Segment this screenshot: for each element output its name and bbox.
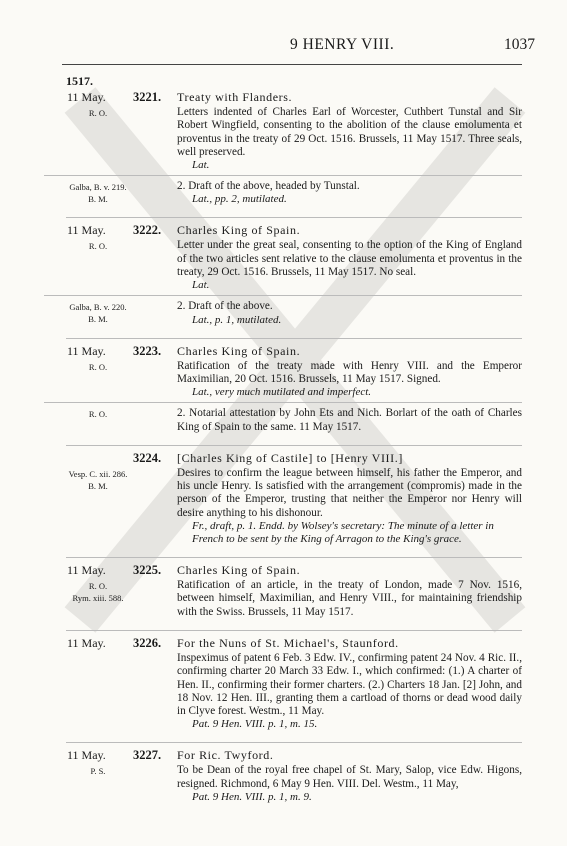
entry-date: 11 May. <box>67 748 106 763</box>
calendar-entry <box>0 451 567 546</box>
calendar-entry <box>0 563 567 619</box>
source-reference: R. O. <box>88 241 108 252</box>
source-reference: R. O. <box>88 361 108 372</box>
part-divider <box>44 295 522 296</box>
entry-part <box>0 579 567 619</box>
part-divider <box>44 402 522 403</box>
entry-divider <box>66 217 522 218</box>
source-reference: R. O. <box>88 108 108 118</box>
entry-number: 3225. <box>133 563 162 578</box>
running-header <box>0 36 567 62</box>
entry-text: 2. Draft of the above, headed by Tunstal. <box>177 180 360 193</box>
calendar-entries <box>0 90 567 815</box>
entry-date: 11 May. <box>67 343 106 358</box>
calendar-entry <box>0 636 567 731</box>
entry-note: Fr., draft, p. 1. Endd. by Wolsey's secretary: The minute of a letter in French to be sent by the King of Arragon to the King's grace. <box>192 520 494 546</box>
entry-part <box>0 407 567 434</box>
entry-divider <box>66 630 522 631</box>
entry-number: 3227. <box>133 748 162 763</box>
source-reference: R. O. <box>88 409 108 420</box>
entry-number: 3221. <box>133 90 162 104</box>
entry-number: 3222. <box>133 223 162 238</box>
entry-number: 3224. <box>133 450 162 465</box>
header-rule <box>62 64 522 65</box>
entry-date: 11 May. <box>67 635 106 650</box>
year-heading: 1517. <box>66 74 93 88</box>
entry-date: 11 May. <box>67 90 106 104</box>
entry-note: Pat. 9 Hen. VIII. p. 1, m. 9. <box>192 791 312 804</box>
entry-part <box>0 180 567 206</box>
entry-note: Pat. 9 Hen. VIII. p. 1, m. 15. <box>192 718 318 731</box>
entry-text: 2. Draft of the above. <box>177 300 273 313</box>
entry-note: Lat. <box>192 279 210 292</box>
entry-title: Charles King of Spain. <box>177 563 301 578</box>
entry-note: Lat., very much mutilated and imperfect. <box>192 386 372 399</box>
entry-text: Ratification of the treaty made with Henry VIII. and the Emperor Maximilian, 20 Oct. 1516. Brussels, 11 May 1517. Signed. <box>177 359 522 385</box>
entry-text: Letter under the great seal, consenting to the option of the King of England of the two articles sent relative to the clause emolumenta et proventus in the treaty, 29 Oct. 1516. Brussels, 11 May 1517. No seal. <box>177 239 522 279</box>
source-reference: Galba, B. v. 220. B. M. <box>69 302 127 325</box>
entry-text: Letters indented of Charles Earl of Worcester, Cuthbert Tunstal and Sir Robert Wingfield, consenting to the abolition of the clause emolumenta et proventus in the treaty of 29 Oct. 1516. Brussels, 11 May 1517. Three seals, well preserved. <box>177 106 522 158</box>
entry-text: Inspeximus of patent 6 Feb. 3 Edw. IV., confirming patent 24 Nov. 4 Ric. II., confirming charter 20 March 33 Edw. I., which confirmed: (1.) A charter of Hen. II., confirming their former charters. (2.) Charters 18 Jan. [2] John, and 18 Nov. 12 Hen. III., granting them a cartload of thorns or dead wood daily in Clyve forest. Westm., 11 May. <box>177 651 522 718</box>
entry-text: Desires to confirm the league between himself, his father the Emperor, and his uncle Henry. Is satisfied with the arrangement (compromis) made in the person of the Emperor, trusting that neither the Emperor nor Henry will desire anything to his dishonour. <box>177 466 522 519</box>
entry-part <box>0 467 567 546</box>
entry-heading <box>0 223 567 239</box>
entry-part <box>0 106 567 172</box>
entry-note: Lat., p. 1, mutilated. <box>192 313 282 326</box>
source-reference: R. O. Rym. xiii. 588. <box>72 581 124 604</box>
entry-number: 3223. <box>133 343 162 358</box>
entry-date: 11 May. <box>67 563 106 578</box>
part-divider <box>44 175 522 176</box>
entry-part <box>0 764 567 804</box>
entry-heading <box>0 90 567 106</box>
entry-title: Charles King of Spain. <box>177 223 301 238</box>
running-title: 9 HENRY VIII. <box>290 36 395 53</box>
entry-text: 2. Notarial attestation by John Ets and Nich. Borlart of the oath of Charles King of Spain to the same. 11 May 1517. <box>177 407 522 433</box>
calendar-entry <box>0 90 567 206</box>
entry-text: To be Dean of the royal free chapel of St. Mary, Salop, vice Edw. Higons, resigned. Richmond, 6 May 9 Hen. VIII. Del. Westm., 11 May, <box>177 764 522 790</box>
page-number: 1037 <box>504 36 535 53</box>
calendar-entry <box>0 748 567 804</box>
entry-divider <box>66 557 522 558</box>
entry-divider <box>66 445 522 446</box>
entry-divider <box>66 742 522 743</box>
entry-heading <box>0 748 567 764</box>
entry-heading <box>0 344 567 360</box>
entry-part <box>0 652 567 731</box>
entry-part <box>0 300 567 326</box>
entry-heading <box>0 636 567 652</box>
calendar-entry <box>0 344 567 434</box>
entry-date: 11 May. <box>67 223 106 238</box>
entry-part <box>0 360 567 400</box>
entry-title: Charles King of Spain. <box>177 343 301 358</box>
source-reference: Vesp. C. xii. 286. B. M. <box>68 468 128 491</box>
entry-part <box>0 239 567 292</box>
entry-heading <box>0 563 567 579</box>
source-reference: Galba, B. v. 219. B. M. <box>69 182 127 205</box>
source-reference: P. S. <box>90 766 106 777</box>
entry-title: For the Nuns of St. Michael's, Staunford. <box>177 635 399 650</box>
entry-number: 3226. <box>133 635 162 650</box>
entry-heading <box>0 451 567 467</box>
entry-note: Lat. <box>192 159 210 172</box>
entry-title: Treaty with Flanders. <box>177 90 293 104</box>
entry-text: Ratification of an article, in the treaty of London, made 7 Nov. 1516, between himself, Maximilian, and Henry VIII., for maintaining friendship with the Swiss. Brussels, 11 May 1517. <box>177 579 522 618</box>
entry-note: Lat., pp. 2, mutilated. <box>192 193 287 206</box>
entry-title: [Charles King of Castile] to [Henry VIII.] <box>177 450 403 465</box>
entry-title: For Ric. Twyford. <box>177 748 274 763</box>
entry-divider <box>66 338 522 339</box>
calendar-entry <box>0 223 567 326</box>
